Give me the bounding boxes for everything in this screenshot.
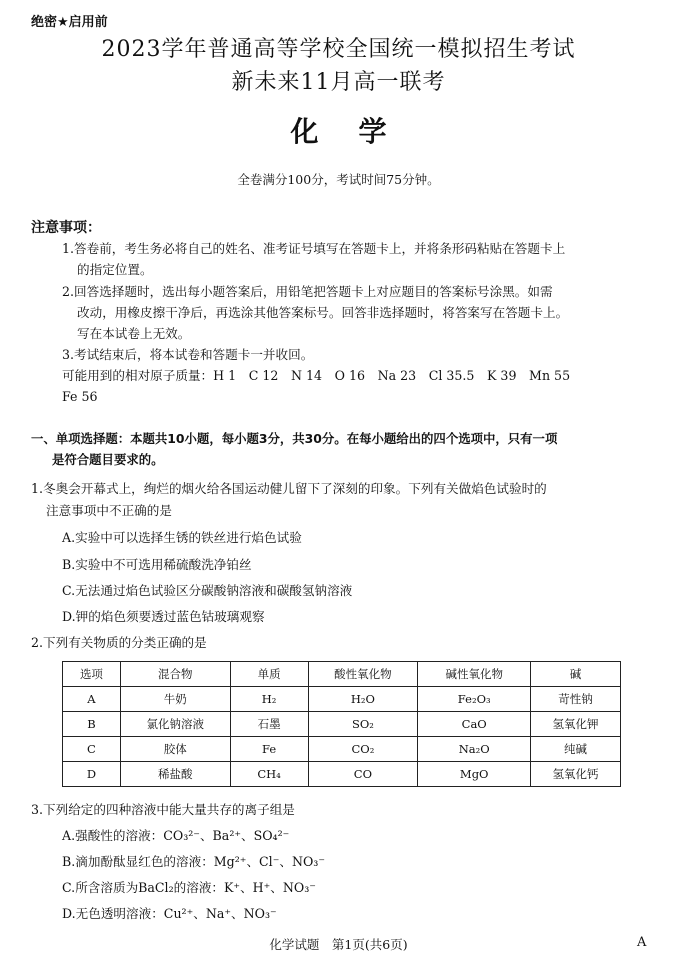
atomic-mass-line: Fe 56 xyxy=(62,389,98,404)
table-cell: 苛性钠 xyxy=(531,687,621,712)
option-c: C.所含溶质为BaCl₂的溶液：K⁺、H⁺、NO₃⁻ xyxy=(62,880,316,895)
table-cell: Na₂O xyxy=(418,737,531,762)
table-header-cell: 单质 xyxy=(230,662,308,687)
notice-line: 写在本试卷上无效。 xyxy=(77,326,191,341)
exam-title: 2023学年普通高等学校全国统一模拟招生考试 xyxy=(101,37,576,62)
notice-line: 3.考试结束后，将本试卷和答题卡一并收回。 xyxy=(62,347,314,362)
table-cell: H₂ xyxy=(230,687,308,712)
table-cell: CaO xyxy=(418,712,531,737)
score-note: 全卷满分100分，考试时间75分钟。 xyxy=(237,172,440,187)
section-heading: 是符合题目要求的。 xyxy=(52,452,164,467)
confidential-label: 绝密★启用前 xyxy=(31,15,108,30)
table-row xyxy=(63,762,621,787)
table-header-cell: 选项 xyxy=(63,662,121,687)
page-footer: 化学试题 第1页(共6页) xyxy=(269,937,408,952)
option-d: D.钾的焰色须要透过蓝色钴玻璃观察 xyxy=(62,609,265,624)
table-cell: 氢氧化钾 xyxy=(531,712,621,737)
notice-line: 改动，用橡皮擦干净后，再选涂其他答案标号。回答非选择题时，将答案写在答题卡上。 xyxy=(77,305,569,320)
table-header-cell: 混合物 xyxy=(120,662,230,687)
table-row xyxy=(63,737,621,762)
table-cell: C xyxy=(63,737,121,762)
table-cell: Fe₂O₃ xyxy=(418,687,531,712)
section-heading: 一、单项选择题：本题共10小题，每小题3分，共30分。在每小题给出的四个选项中，只有一项 xyxy=(31,431,558,446)
table-cell: 氢氧化钙 xyxy=(531,762,621,787)
question-stem: 2.下列有关物质的分类正确的是 xyxy=(31,635,207,650)
subject-title: 化学 xyxy=(290,115,427,148)
table-cell: 稀盐酸 xyxy=(120,762,230,787)
table-cell: D xyxy=(63,762,121,787)
classification-table xyxy=(62,661,621,787)
table-header-cell: 碱性氧化物 xyxy=(418,662,531,687)
version-label: A xyxy=(637,935,647,950)
table-row xyxy=(63,687,621,712)
table-cell: MgO xyxy=(418,762,531,787)
table-header-cell: 碱 xyxy=(531,662,621,687)
table-cell: CO xyxy=(308,762,418,787)
table-header-cell: 酸性氧化物 xyxy=(308,662,418,687)
question-stem: 1.冬奥会开幕式上，绚烂的烟火给各国运动健儿留下了深刻的印象。下列有关做焰色试验时的 xyxy=(31,481,547,496)
table-cell: H₂O xyxy=(308,687,418,712)
table-cell: SO₂ xyxy=(308,712,418,737)
notice-line: 2.回答选择题时，选出每小题答案后，用铅笔把答题卡上对应题目的答案标号涂黑。如需 xyxy=(62,284,553,299)
table-cell: CO₂ xyxy=(308,737,418,762)
table-cell: B xyxy=(63,712,121,737)
notice-heading: 注意事项： xyxy=(31,220,101,236)
table-cell: 胶体 xyxy=(120,737,230,762)
exam-subtitle: 新未来11月高一联考 xyxy=(231,70,446,95)
table-cell: A xyxy=(63,687,121,712)
notice-line: 的指定位置。 xyxy=(77,262,153,277)
atomic-mass-line: 可能用到的相对原子质量：H 1 C 12 N 14 O 16 Na 23 Cl 35.5 K 39 Mn 55 xyxy=(62,368,571,383)
table-cell: CH₄ xyxy=(230,762,308,787)
question-stem: 3.下列给定的四种溶液中能大量共存的离子组是 xyxy=(31,802,295,817)
question-stem: 注意事项中不正确的是 xyxy=(46,503,172,518)
table-cell: 石墨 xyxy=(230,712,308,737)
notice-line: 1.答卷前，考生务必将自己的姓名、准考证号填写在答题卡上，并将条形码粘贴在答题卡上 xyxy=(62,241,566,256)
table-cell: 牛奶 xyxy=(120,687,230,712)
table-row xyxy=(63,712,621,737)
table-cell: Fe xyxy=(230,737,308,762)
table-cell: 氯化钠溶液 xyxy=(120,712,230,737)
option-c: C.无法通过焰色试验区分碳酸钠溶液和碳酸氢钠溶液 xyxy=(62,583,353,598)
option-b: B.滴加酚酞显红色的溶液：Mg²⁺、Cl⁻、NO₃⁻ xyxy=(62,854,325,869)
option-a: A.实验中可以选择生锈的铁丝进行焰色试验 xyxy=(62,530,302,545)
option-d: D.无色透明溶液：Cu²⁺、Na⁺、NO₃⁻ xyxy=(62,906,277,921)
table-header-row xyxy=(63,662,621,687)
option-a: A.强酸性的溶液：CO₃²⁻、Ba²⁺、SO₄²⁻ xyxy=(62,828,290,843)
table-cell: 纯碱 xyxy=(531,737,621,762)
option-b: B.实验中不可选用稀硫酸洗净铂丝 xyxy=(62,557,252,572)
